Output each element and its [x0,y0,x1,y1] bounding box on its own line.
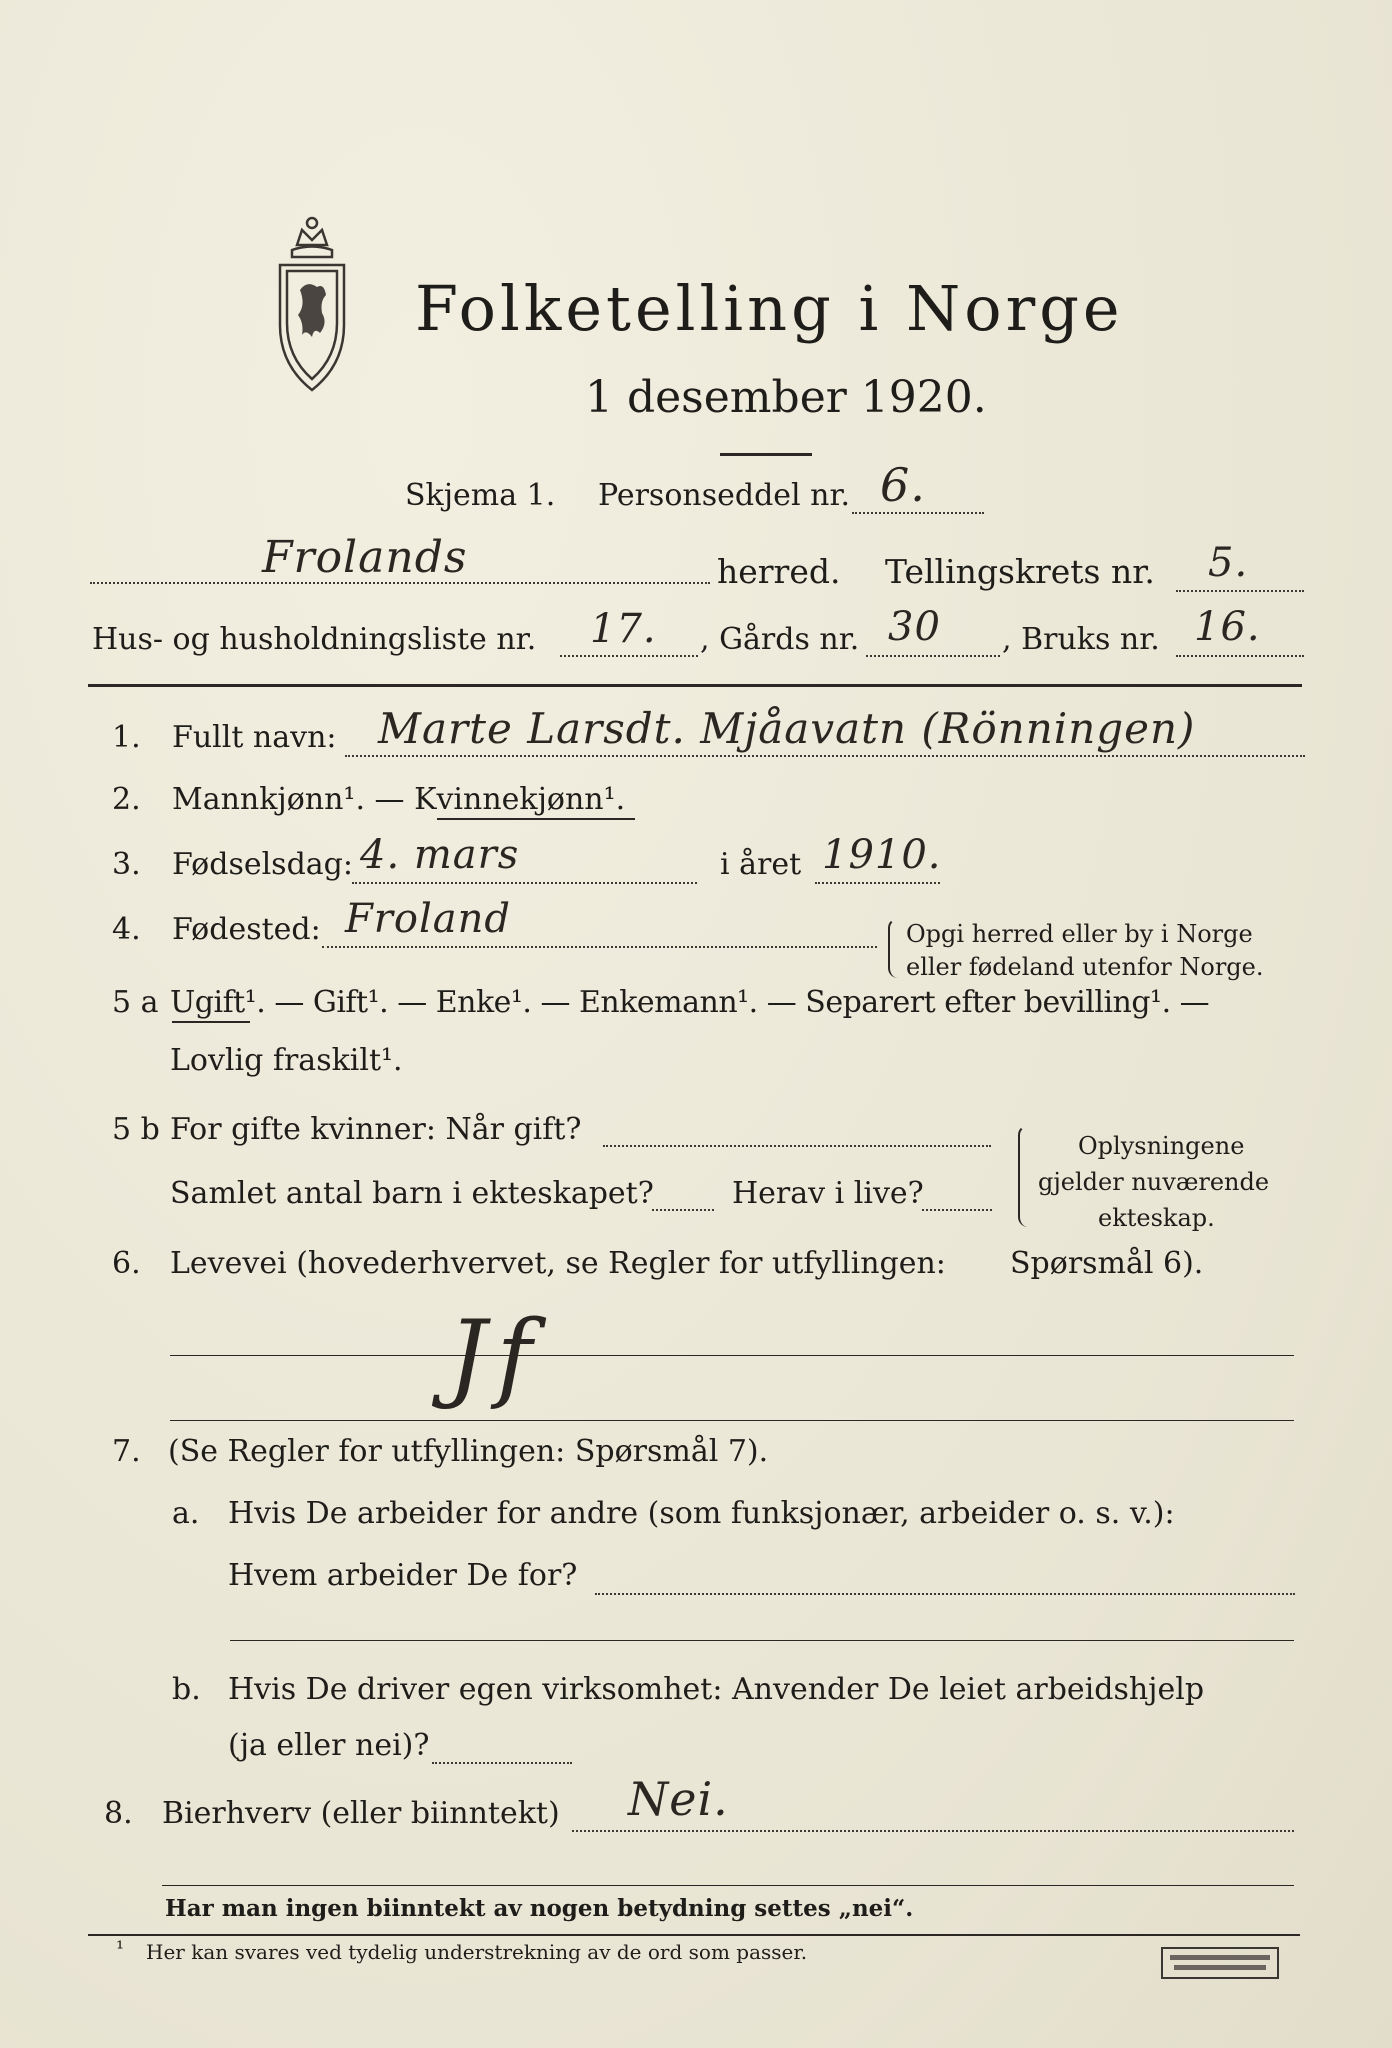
q6-label: Levevei (hovederhvervet, se Regler for utfyllingen: [170,1246,946,1281]
q5a-ugift-underline [172,1021,250,1023]
gards-line [866,655,1000,657]
hus-line [560,655,698,657]
footer-note: Har man ingen biinntekt av nogen betydning settes „nei“. [165,1895,914,1922]
q2-kvinnekjonn-underline [437,818,635,820]
tellingskrets-line [1176,590,1304,592]
q8-number: 8. [104,1796,133,1831]
herred-label: herred. [717,552,841,591]
header-divider [88,684,1302,687]
hus-label: Hus- og husholdningsliste nr. [92,622,537,657]
q6-line-1 [170,1355,1294,1356]
q3-number: 3. [112,847,141,882]
q4-number: 4. [112,912,141,947]
q3-year-label: i året [720,847,802,882]
q3-line [352,882,697,884]
q7-number: 7. [112,1434,141,1469]
q5b-note-line1: Oplysningene [1078,1132,1245,1160]
q6-line-2 [170,1420,1294,1421]
q1-line [345,755,1305,757]
q5b-alive-line [922,1209,992,1211]
tellingskrets-label: Tellingskrets nr. [885,552,1155,591]
q4-note-line1: Opgi herred eller by i Norge [906,920,1253,948]
q5a-marital-options-line2: Lovlig fraskilt¹. [170,1043,403,1078]
q1-label: Fullt navn: [172,720,337,755]
q5b-note-line3: ekteskap. [1098,1204,1215,1232]
q4-note-line2: eller fødeland utenfor Norge. [906,953,1264,981]
form-title: Folketelling i Norge [415,272,1124,345]
gards-value: 30 [888,604,941,650]
footnote-divider [88,1934,1300,1936]
q6-occupation-value: Jf [448,1300,543,1412]
q7a-line2: Hvem arbeider De for? [228,1558,578,1593]
footnote-text: Her kan svares ved tydelig understrekning av de ord som passer. [146,1940,808,1964]
q5b-children-label: Samlet antal barn i ekteskapet? [170,1176,654,1211]
tellingskrets-value: 5. [1208,540,1249,586]
form-date: 1 desember 1920. [585,372,987,423]
q7b-line1: Hvis De driver egen virksomhet: Anvender De leiet arbeidshjelp [228,1672,1205,1707]
q8-label: Bierhverv (eller biinntekt) [162,1796,560,1831]
q5b-married-when-label: For gifte kvinner: Når gift? [170,1112,582,1147]
gards-label: , Gårds nr. [700,622,860,657]
q6-number: 6. [112,1246,141,1281]
q3-year-value: 1910. [822,832,942,878]
q5b-married-when-line [603,1145,991,1147]
herred-value: Frolands [262,532,468,583]
q5b-alive-label: Herav i live? [732,1176,924,1211]
q4-birthplace-value: Froland [345,896,511,942]
q5b-note-line2: gjelder nuværende [1038,1168,1270,1196]
q4-line [322,946,877,948]
q5a-marital-options: Ugift¹. — Gift¹. — Enke¹. — Enkemann¹. — Separert efter bevilling¹. — [170,985,1210,1020]
q2-sex-options: Mannkjønn¹. — Kvinnekjønn¹. [172,782,626,817]
schema-label: Skjema 1. [405,478,556,513]
title-divider [720,453,812,456]
q7a-letter: a. [172,1496,200,1531]
q5b-children-line [652,1209,714,1211]
q4-note-brace [888,918,902,978]
q7-label: (Se Regler for utfyllingen: Spørsmål 7). [168,1434,769,1469]
q3-year-line [815,882,940,884]
q4-label: Fødested: [172,912,321,947]
q5b-number: 5 b [112,1112,160,1147]
q6-label-ref: Spørsmål 6). [1010,1246,1204,1281]
q5a-number: 5 a [112,985,159,1020]
personseddel-label: Personseddel nr. [598,478,851,513]
bruks-label: , Bruks nr. [1002,622,1160,657]
q7a-line1: Hvis De arbeider for andre (som funksjonær, arbeider o. s. v.): [228,1496,1175,1531]
bruks-value: 16. [1194,604,1261,650]
q5b-note-brace [1018,1125,1032,1227]
hus-value: 17. [590,606,657,652]
printer-stamp-logo [1160,1946,1280,1980]
q7a-extra-line [230,1640,1294,1641]
personseddel-line [852,512,984,514]
q2-number: 2. [112,782,141,817]
personseddel-value: 6. [880,458,926,512]
q7a-employer-line [595,1593,1295,1595]
q3-label: Fødselsdag: [172,847,353,882]
q3-birthday-value: 4. mars [360,832,520,878]
q1-number: 1. [112,720,141,755]
q7b-answer-line [432,1762,572,1764]
q8-side-income-value: Nei. [628,1772,729,1826]
q8-extra-line [162,1885,1294,1886]
q1-full-name-value: Marte Larsdt. Mjåavatn (Rönningen) [378,704,1196,753]
q7b-line2: (ja eller nei)? [228,1728,430,1763]
q8-line [572,1830,1294,1832]
q7b-letter: b. [172,1672,201,1707]
norway-coat-of-arms-emblem [262,205,362,405]
bruks-line [1176,655,1304,657]
footnote-mark: ¹ [116,1936,125,1960]
